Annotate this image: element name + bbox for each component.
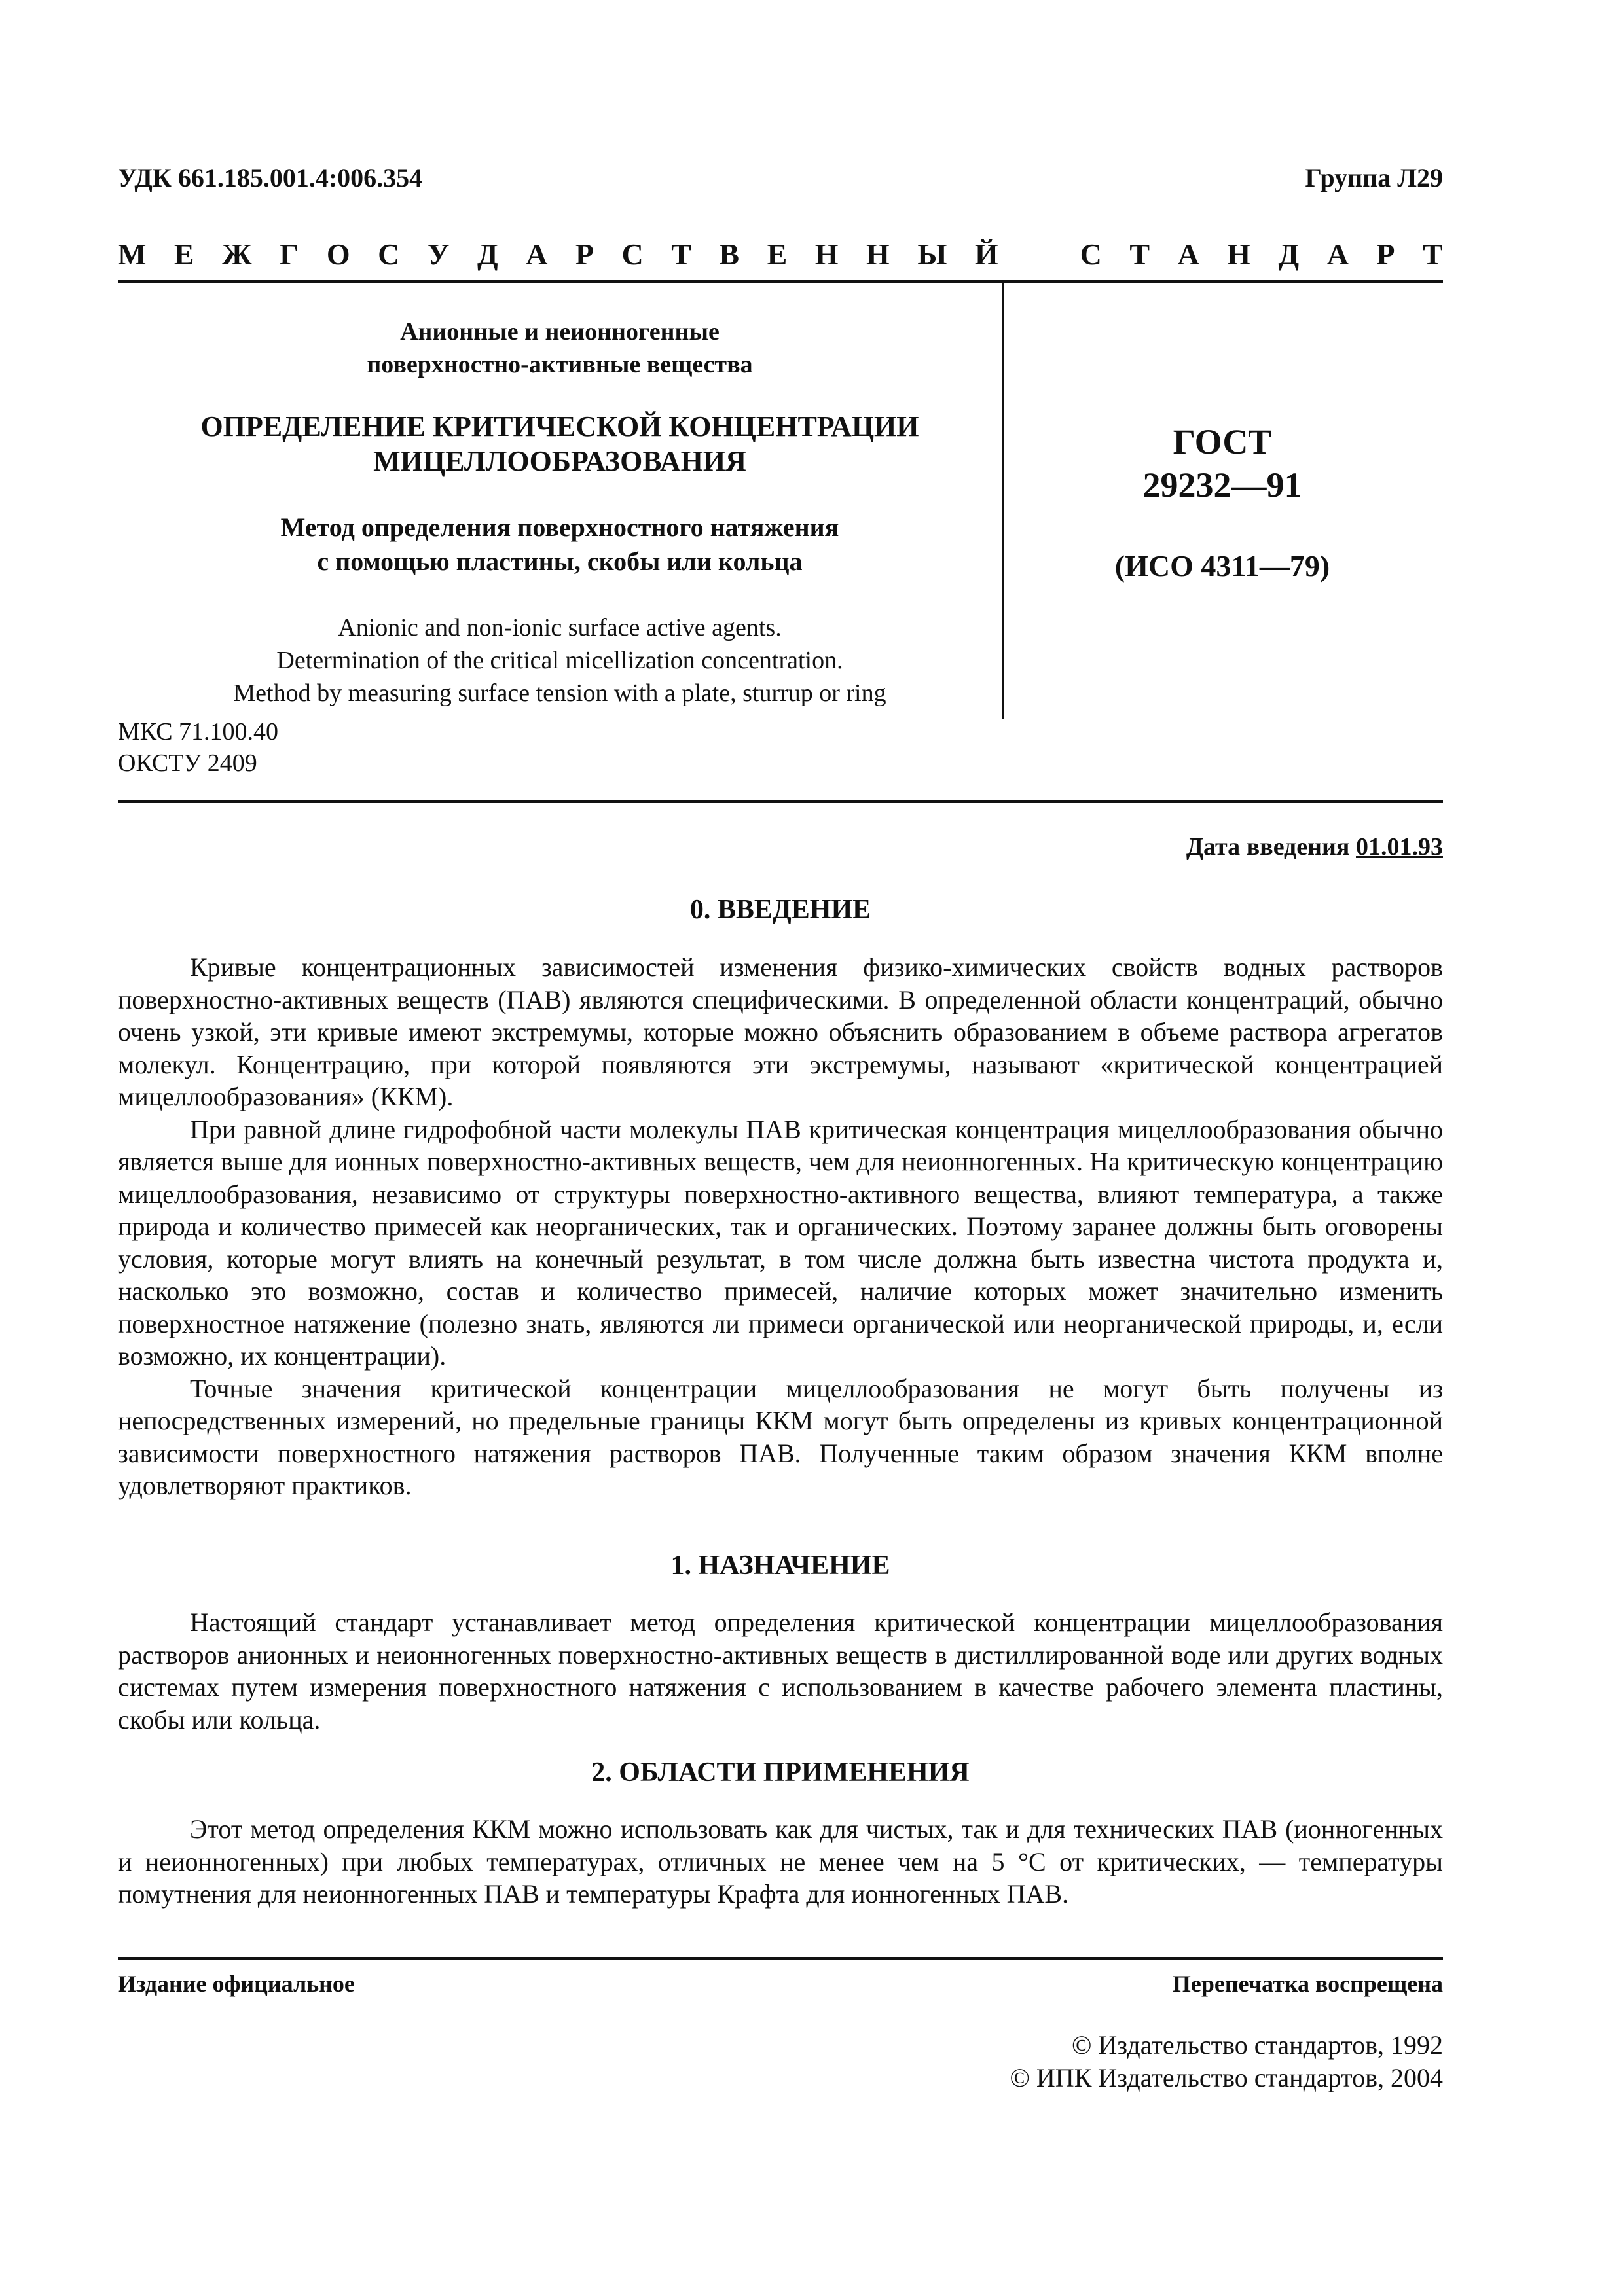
- gost-number: 29232—91: [1142, 465, 1302, 505]
- banner-letter: Ы: [917, 238, 947, 271]
- subject-line: Анионные и неионногенные: [400, 318, 720, 346]
- introduction-date-value: 01.01.93: [1356, 833, 1443, 861]
- banner-letter: Й: [974, 238, 998, 271]
- iso-reference: (ИСО 4311—79): [1114, 549, 1330, 583]
- section-1-body: [118, 1606, 1443, 1736]
- method-line: с помощью пластины, скобы или кольца: [317, 547, 803, 576]
- english-title-line: Determination of the critical micellization concentration.: [276, 647, 843, 674]
- document-page: [118, 0, 1443, 2296]
- banner-letter: Т: [1423, 238, 1443, 271]
- banner-letter: Р: [575, 238, 594, 271]
- banner-letter: Г: [280, 238, 299, 271]
- introduction-date-label: Дата введения: [1186, 833, 1350, 861]
- english-title-line: Anionic and non-ionic surface active agents.: [338, 614, 782, 641]
- banner-letter: Р: [1376, 238, 1395, 271]
- paragraph: Настоящий стандарт устанавливает метод определения критической концентрации мицеллообразования растворов анионных и неионногенных поверхностно-активных веществ в дистиллированной воде или других водных системах путем измерения поверхностного натяжения с использованием в качестве рабочего элемента пластины, скобы или кольца.: [118, 1607, 1443, 1734]
- banner-letter: О: [326, 238, 350, 271]
- english-title: [118, 611, 1002, 709]
- banner-letter: У: [427, 238, 450, 271]
- banner-letter: Н: [1227, 238, 1251, 271]
- main-title-line: МИЦЕЛЛООБРАЗОВАНИЯ: [373, 445, 746, 477]
- reprint-prohibited-note: Перепечатка воспрещена: [1172, 1971, 1443, 1997]
- section-0-body: [118, 951, 1443, 1502]
- banner-letter: М: [118, 238, 147, 271]
- gost-designation: [1002, 420, 1443, 507]
- paragraph: При равной длине гидрофобной части молекулы ПАВ критическая концентрация мицеллообразования обычно является выше для ионных поверхностно-активных веществ, чем для неионногенных. На критическую концентрацию мицеллообразования, независимо от структуры поверхностно-активного вещества, влияют температура, а также природа и количество примесей как неорганических, так и органических. Поэтому заранее должны быть оговорены условия, которые могут влиять на конечный результат, в том числе должна быть известна чистота продукта и, насколько это возможно, состав и количество примесей, наличие которых может значительно изменить поверхностное натяжение (полезно знать, являются ли примеси органической или неорганической природы, и, если возможно, их концентрации).: [118, 1114, 1443, 1371]
- paragraph: Кривые концентрационных зависимостей изменения физико-химических свойств водных растворов поверхностно-активных веществ (ПАВ) являются специфическими. В определенной области концентраций, обычно очень узкой, эти кривые имеют экстремумы, которые можно объяснить образованием в объеме раствора агрегатов молекул. Концентрацию, при которой появляются эти экстремумы, называют «критической концентрацией мицеллообразования» (ККМ).: [118, 952, 1443, 1111]
- section-2-body: [118, 1813, 1443, 1910]
- banner-letter: Д: [477, 238, 498, 271]
- paragraph: Точные значения критической концентрации мицеллообразования не могут быть получены из непосредственных измерений, но предельные границы ККМ могут быть определены из кривых концентрационной зависимости поверхностного натяжения растворов ПАВ. Полученные таким образом значения ККМ вполне удовлетворяют практиков.: [118, 1373, 1443, 1500]
- banner-letter: А: [1326, 238, 1349, 271]
- codes-rule: [118, 800, 1443, 803]
- english-title-line: Method by measuring surface tension with a plate, sturrup or ring: [233, 679, 886, 707]
- banner-letter: Н: [866, 238, 890, 271]
- group-code: Группа Л29: [1305, 163, 1443, 192]
- subject-line: поверхностно-активные вещества: [367, 351, 753, 378]
- interstate-standard-banner: [118, 237, 1443, 272]
- banner-letter: Т: [671, 238, 691, 271]
- copyright-block: [1010, 2029, 1443, 2094]
- method-subtitle: [118, 511, 1002, 579]
- banner-letter: Н: [814, 238, 839, 271]
- paragraph: Этот метод определения ККМ можно использовать как для чистых, так и для технических ПАВ (ионногенных и неионногенных) при любых температурах, отличных не менее чем на 5 °С от критических, — температуры помутнения для неионногенных ПАВ и температуры Крафта для ионногенных ПАВ.: [118, 1814, 1443, 1909]
- banner-letter: С: [378, 238, 400, 271]
- method-line: Метод определения поверхностного натяжения: [280, 512, 839, 542]
- gost-label: ГОСТ: [1173, 422, 1272, 461]
- section-1-heading: 1. НАЗНАЧЕНИЕ: [670, 1551, 890, 1581]
- main-title: [118, 409, 1002, 478]
- footer-rule: [118, 1957, 1443, 1960]
- banner-letter: А: [1177, 238, 1199, 271]
- section-2-heading: 2. ОБЛАСТИ ПРИМЕНЕНИЯ: [591, 1757, 970, 1787]
- banner-letter: Е: [767, 238, 788, 271]
- classification-codes: [118, 716, 278, 779]
- banner-letter: Е: [173, 238, 194, 271]
- copyright-line: © Издательство стандартов, 1992: [1071, 2030, 1443, 2060]
- subject-block: [118, 315, 1002, 381]
- mks-code: МКС 71.100.40: [118, 718, 279, 745]
- official-edition-note: Издание официальное: [118, 1971, 355, 1997]
- banner-letter: А: [526, 238, 548, 271]
- banner-letter: С: [1080, 238, 1102, 271]
- section-0-heading: 0. ВВЕДЕНИЕ: [689, 895, 871, 925]
- banner-letter: Д: [1278, 238, 1300, 271]
- okstu-code: ОКСТУ 2409: [118, 749, 257, 777]
- banner-letter: Ж: [222, 238, 252, 271]
- main-title-line: ОПРЕДЕЛЕНИЕ КРИТИЧЕСКОЙ КОНЦЕНТРАЦИИ: [200, 410, 919, 442]
- banner-letter: Т: [1129, 238, 1150, 271]
- header-rule: [118, 280, 1443, 283]
- introduction-date: [1186, 833, 1443, 861]
- banner-letter: С: [621, 238, 644, 271]
- banner-letter: В: [719, 238, 740, 271]
- copyright-line: © ИПК Издательство стандартов, 2004: [1010, 2063, 1443, 2092]
- udk-code: УДК 661.185.001.4:006.354: [118, 163, 423, 192]
